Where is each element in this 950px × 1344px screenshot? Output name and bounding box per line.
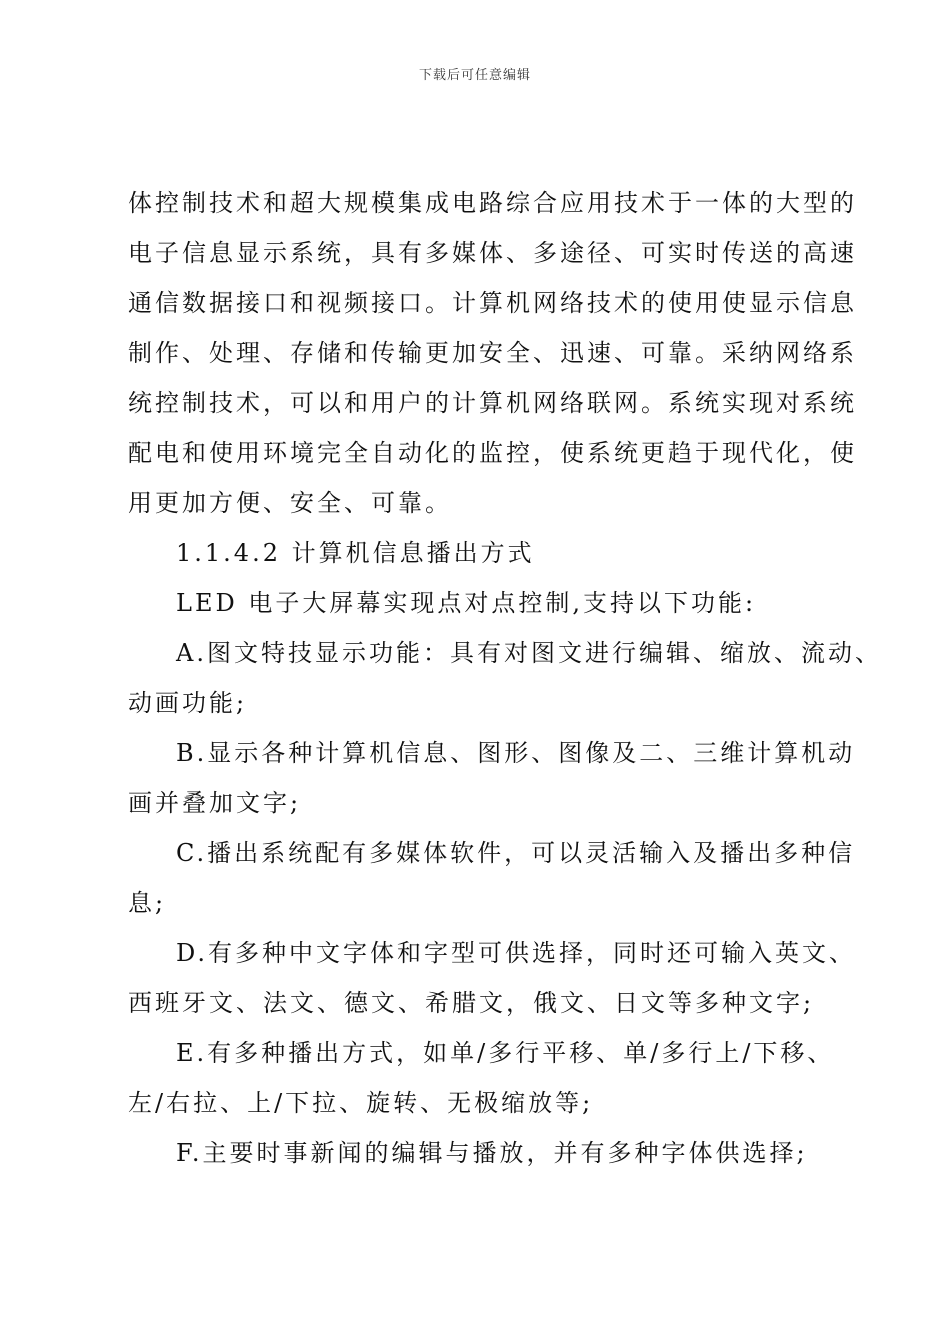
list-item: C.播出系统配有多媒体软件，可以灵活输入及播出多种信: [176, 839, 856, 867]
list-item: F.主要时事新闻的编辑与播放，并有多种字体供选择;: [176, 1139, 808, 1167]
text-line: 用更加方便、安全、可靠。: [128, 489, 452, 517]
text-line: 统控制技术，可以和用户的计算机网络联网。系统实现对系统: [128, 389, 857, 417]
list-item: A.图文特技显示功能：具有对图文进行编辑、缩放、流动、: [176, 639, 882, 667]
list-item-continuation: 动画功能;: [128, 689, 248, 717]
text-line: LED 电子大屏幕实现点对点控制,支持以下功能:: [176, 589, 757, 617]
page-header: 下载后可任意编辑: [418, 68, 531, 83]
list-item: D.有多种中文字体和字型可供选择，同时还可输入英文、: [176, 939, 857, 967]
list-item-continuation: 左/右拉、上/下拉、旋转、无极缩放等;: [128, 1089, 594, 1117]
list-item-continuation: 画并叠加文字;: [128, 789, 302, 817]
section-heading: 1.1.4.2 计算机信息播出方式: [176, 539, 535, 567]
text-line: 制作、处理、存储和传输更加安全、迅速、可靠。采纳网络系: [128, 339, 857, 367]
list-item-continuation: 西班牙文、法文、德文、希腊文，俄文、日文等多种文字;: [128, 989, 815, 1017]
list-item: E.有多种播出方式，如单/多行平移、单/多行上/下移、: [176, 1039, 835, 1067]
text-line: 体控制技术和超大规模集成电路综合应用技术于一体的大型的: [128, 189, 857, 217]
text-line: 配电和使用环境完全自动化的监控，使系统更趋于现代化，使: [128, 439, 857, 467]
list-item-continuation: 息;: [128, 889, 167, 917]
document-body: [128, 178, 882, 1178]
text-line: 通信数据接口和视频接口。计算机网络技术的使用使显示信息: [128, 289, 857, 317]
text-line: 电子信息显示系统，具有多媒体、多途径、可实时传送的高速: [128, 239, 857, 267]
list-item: B.显示各种计算机信息、图形、图像及二、三维计算机动: [176, 739, 856, 767]
